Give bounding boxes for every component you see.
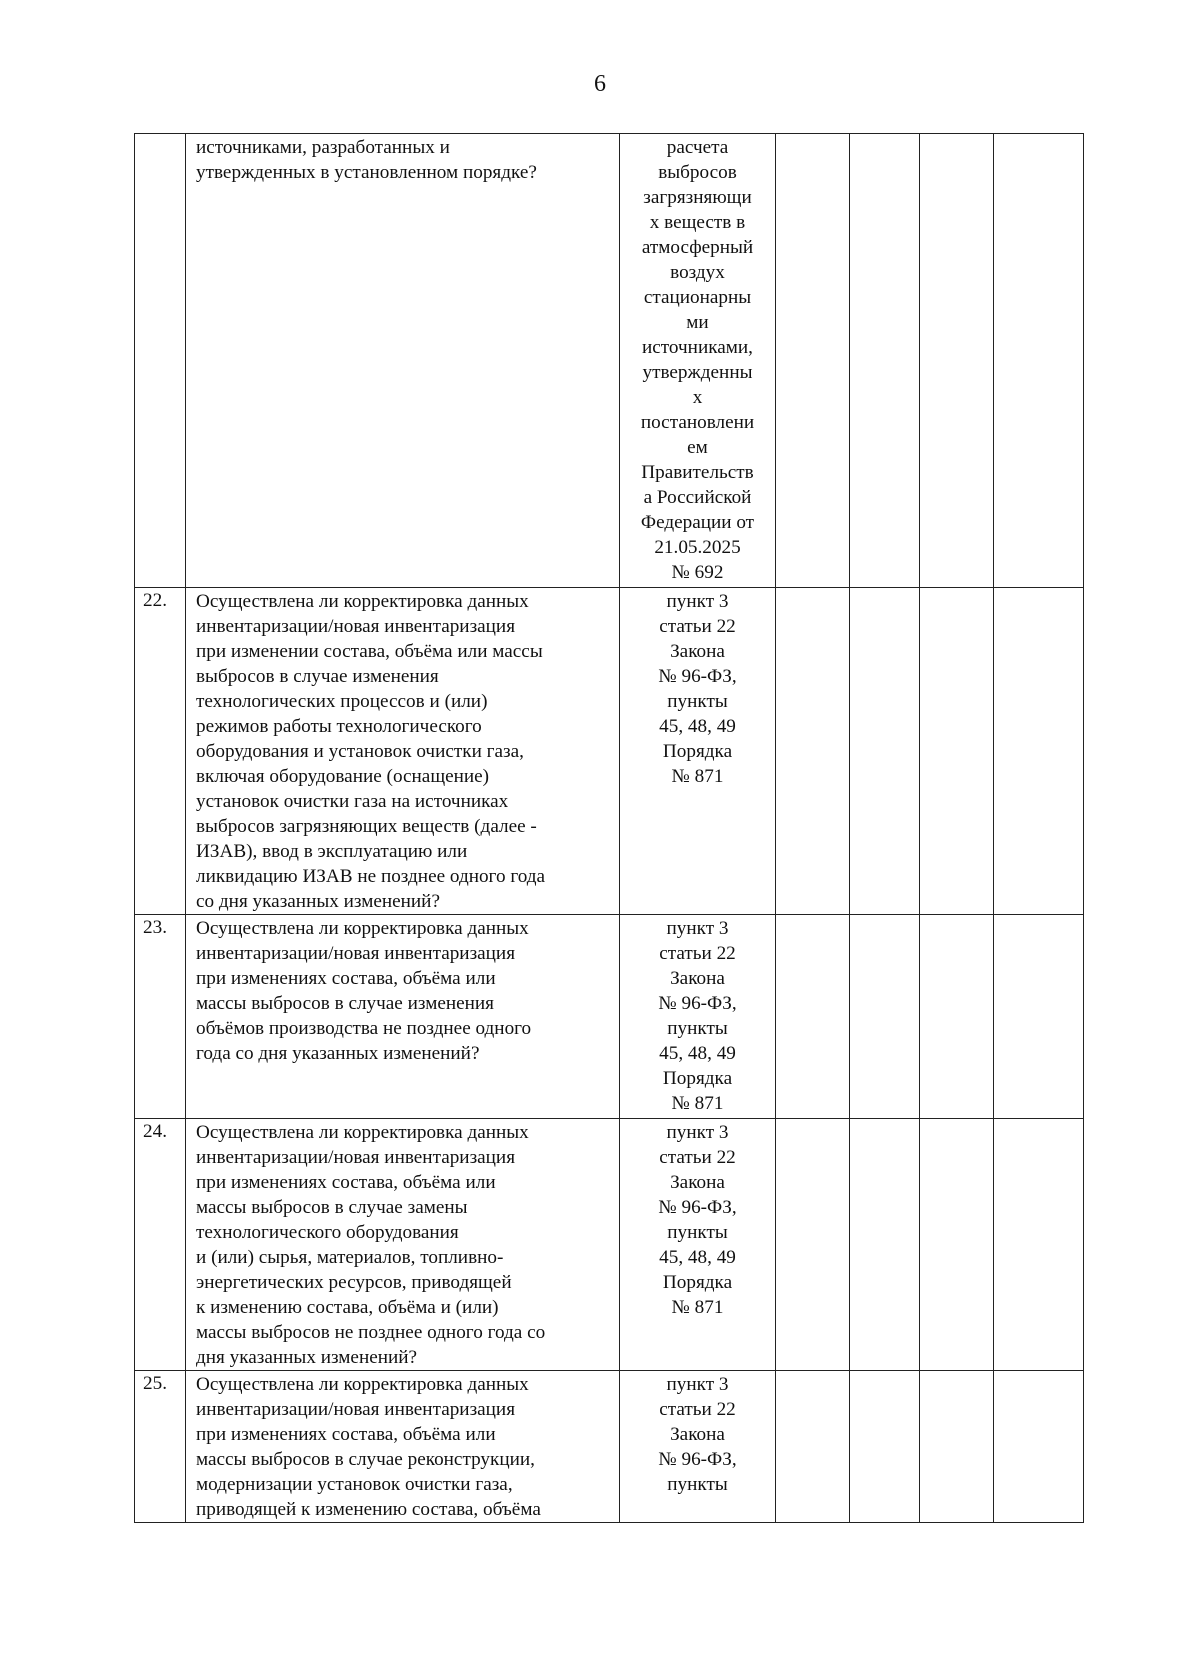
reference-line: 45, 48, 49 <box>659 1043 736 1064</box>
reference-line: 21.05.2025 <box>654 537 741 558</box>
item-number-cell <box>135 1119 186 1371</box>
reference-line: Закона <box>670 968 725 989</box>
reference-line: источниками, <box>642 337 753 358</box>
question-line: выбросов загрязняющих веществ (далее - <box>196 816 537 837</box>
reference-line: загрязняющи <box>643 187 752 208</box>
reference-line: утвержденны <box>642 362 753 383</box>
question-line: утвержденных в установленном порядке? <box>196 162 537 183</box>
answer-yes-cell <box>776 1119 850 1371</box>
question-line: массы выбросов в случае замены <box>196 1197 468 1218</box>
note-cell <box>994 134 1084 588</box>
question-line: Осуществлена ли корректировка данных <box>196 1374 529 1395</box>
answer-no-cell <box>850 1119 920 1371</box>
reference-line: пункты <box>667 1222 728 1243</box>
question-cell <box>186 588 620 915</box>
legal-reference-cell <box>620 915 776 1119</box>
question-cell <box>186 1119 620 1371</box>
question-line: инвентаризации/новая инвентаризация <box>196 1399 516 1420</box>
reference-line: пункт 3 <box>666 1122 729 1143</box>
answer-yes-cell <box>776 588 850 915</box>
table-row <box>135 588 1084 915</box>
table-body <box>135 134 1084 1523</box>
question-line: Осуществлена ли корректировка данных <box>196 918 529 939</box>
answer-na-cell <box>920 1119 994 1371</box>
legal-reference-cell <box>620 588 776 915</box>
table-row <box>135 1371 1084 1523</box>
reference-line: статьи 22 <box>659 1399 736 1420</box>
reference-line: пункты <box>667 691 728 712</box>
table-row <box>135 915 1084 1119</box>
item-number: 25. <box>143 1373 167 1394</box>
reference-line: № 96-ФЗ, <box>658 1449 737 1470</box>
reference-line: Порядка <box>662 741 733 762</box>
reference-line: статьи 22 <box>659 616 736 637</box>
item-number-cell <box>135 134 186 588</box>
reference-line: 45, 48, 49 <box>659 716 736 737</box>
question-line: объёмов производства не позднее одного <box>196 1018 532 1039</box>
question-line: установок очистки газа на источниках <box>196 791 509 812</box>
reference-line: № 96-ФЗ, <box>658 993 737 1014</box>
reference-line: Закона <box>670 1424 725 1445</box>
item-number-cell <box>135 915 186 1119</box>
reference-line: № 96-ФЗ, <box>658 1197 737 1218</box>
checklist-table <box>134 133 1084 1523</box>
reference-line: ем <box>687 437 708 458</box>
reference-line: стационарны <box>643 287 752 308</box>
reference-line: воздух <box>670 262 725 283</box>
reference-line: х веществ в <box>649 212 746 233</box>
reference-line: пункты <box>667 1018 728 1039</box>
note-cell <box>994 1119 1084 1371</box>
question-line: при изменениях состава, объёма или <box>196 968 496 989</box>
reference-line: Федерации от <box>640 512 755 533</box>
reference-line: а Российской <box>643 487 752 508</box>
reference-line: постановлени <box>640 412 755 433</box>
question-line: технологического оборудования <box>196 1222 459 1243</box>
question-line: оборудования и установок очистки газа, <box>196 741 524 762</box>
question-line: технологических процессов и (или) <box>196 691 488 712</box>
reference-line: пункт 3 <box>666 1374 729 1395</box>
answer-no-cell <box>850 1371 920 1523</box>
reference-line: выбросов <box>658 162 737 183</box>
question-line: и (или) сырья, материалов, топливно- <box>196 1247 504 1268</box>
answer-na-cell <box>920 134 994 588</box>
question-line: модернизации установок очистки газа, <box>196 1474 513 1495</box>
note-cell <box>994 1371 1084 1523</box>
reference-line: 45, 48, 49 <box>659 1247 736 1268</box>
answer-no-cell <box>850 134 920 588</box>
reference-line: расчета <box>666 137 729 158</box>
question-line: при изменениях состава, объёма или <box>196 1172 496 1193</box>
question-line: Осуществлена ли корректировка данных <box>196 591 529 612</box>
question-line: при изменениях состава, объёма или <box>196 1424 496 1445</box>
question-line: источниками, разработанных и <box>196 137 450 158</box>
question-line: года со дня указанных изменений? <box>196 1043 480 1064</box>
answer-yes-cell <box>776 134 850 588</box>
reference-line: пункт 3 <box>666 918 729 939</box>
legal-reference-cell <box>620 134 776 588</box>
reference-line: Закона <box>670 1172 725 1193</box>
reference-line: № 96-ФЗ, <box>658 666 737 687</box>
page-number: 6 <box>594 71 606 97</box>
question-cell <box>186 1371 620 1523</box>
question-line: инвентаризации/новая инвентаризация <box>196 943 516 964</box>
answer-na-cell <box>920 1371 994 1523</box>
note-cell <box>994 588 1084 915</box>
question-cell <box>186 134 620 588</box>
question-line: ИЗАВ), ввод в эксплуатацию или <box>196 841 468 862</box>
item-number: 23. <box>143 917 167 938</box>
reference-line: № 871 <box>671 1093 724 1114</box>
question-line: массы выбросов в случае изменения <box>196 993 494 1014</box>
question-line: режимов работы технологического <box>196 716 482 737</box>
question-line: ликвидацию ИЗАВ не позднее одного года <box>196 866 546 887</box>
table-row <box>135 1119 1084 1371</box>
note-cell <box>994 915 1084 1119</box>
question-line: энергетических ресурсов, приводящей <box>196 1272 512 1293</box>
item-number-cell <box>135 1371 186 1523</box>
question-line: включая оборудование (оснащение) <box>196 766 490 787</box>
legal-reference-cell <box>620 1119 776 1371</box>
question-line: инвентаризации/новая инвентаризация <box>196 1147 516 1168</box>
table-row <box>135 134 1084 588</box>
reference-line: пункты <box>667 1474 728 1495</box>
item-number-cell <box>135 588 186 915</box>
answer-na-cell <box>920 588 994 915</box>
question-line: к изменению состава, объёма и (или) <box>196 1297 499 1318</box>
question-line: при изменении состава, объёма или массы <box>196 641 543 662</box>
question-line: массы выбросов не позднее одного года со <box>196 1322 546 1343</box>
answer-no-cell <box>850 915 920 1119</box>
reference-line: статьи 22 <box>659 943 736 964</box>
reference-line: пункт 3 <box>666 591 729 612</box>
answer-yes-cell <box>776 1371 850 1523</box>
reference-line: Порядка <box>662 1272 733 1293</box>
legal-reference-cell <box>620 1371 776 1523</box>
answer-na-cell <box>920 915 994 1119</box>
reference-line: Закона <box>670 641 725 662</box>
question-line: выбросов в случае изменения <box>196 666 439 687</box>
reference-line: Правительств <box>641 462 754 483</box>
reference-line: № 871 <box>671 1297 724 1318</box>
item-number: 22. <box>143 590 167 611</box>
reference-line: № 692 <box>671 562 724 583</box>
reference-line: х <box>692 387 703 408</box>
answer-yes-cell <box>776 915 850 1119</box>
question-line: дня указанных изменений? <box>196 1347 418 1368</box>
reference-line: статьи 22 <box>659 1147 736 1168</box>
question-line: приводящей к изменению состава, объёма <box>196 1499 541 1520</box>
reference-line: Порядка <box>662 1068 733 1089</box>
item-number: 24. <box>143 1121 167 1142</box>
answer-no-cell <box>850 588 920 915</box>
reference-line: № 871 <box>671 766 724 787</box>
question-line: массы выбросов в случае реконструкции, <box>196 1449 535 1470</box>
question-line: со дня указанных изменений? <box>196 891 440 912</box>
question-line: инвентаризации/новая инвентаризация <box>196 616 516 637</box>
reference-line: ми <box>686 312 709 333</box>
question-line: Осуществлена ли корректировка данных <box>196 1122 529 1143</box>
reference-line: атмосферный <box>641 237 754 258</box>
question-cell <box>186 915 620 1119</box>
